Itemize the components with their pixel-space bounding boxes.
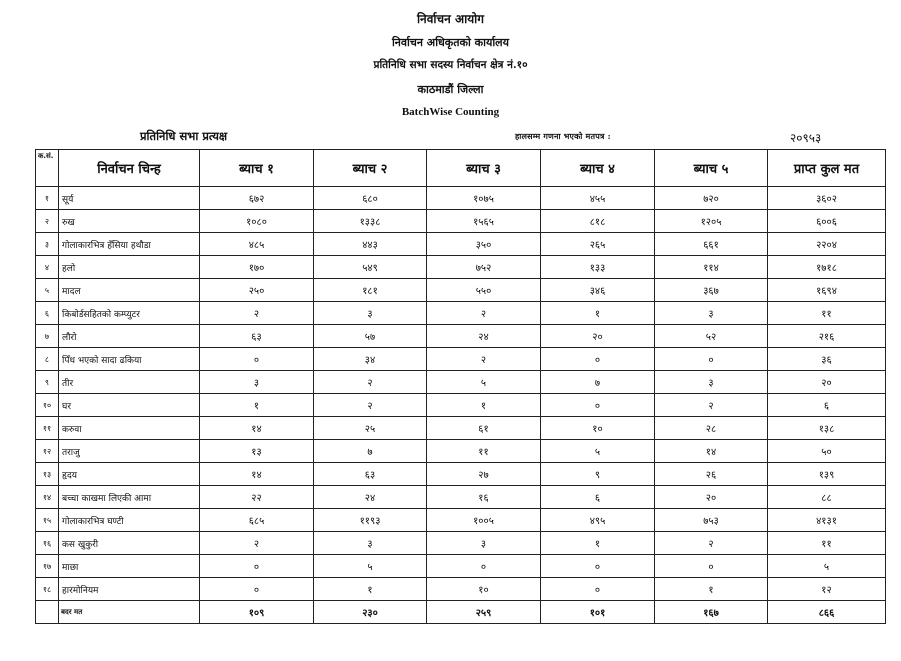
table-cell-symbol: हलो <box>59 256 200 279</box>
table-cell-total: १६९४ <box>768 279 886 302</box>
table-cell-symbol: गोलाकारभित्र घण्टी <box>59 509 200 532</box>
table-cell-sn: १८ <box>36 578 59 601</box>
table-cell-batch3: १००५ <box>427 509 541 532</box>
table-cell-symbol: कस खुकुरी <box>59 532 200 555</box>
table-row <box>36 486 886 509</box>
col-header-batch3: ब्याच ३ <box>427 150 541 187</box>
table-cell-total: ३६ <box>768 348 886 371</box>
col-header-batch2: ब्याच २ <box>314 150 427 187</box>
district-title: काठमाडौं जिल्ला <box>417 83 484 96</box>
invalid-votes-row <box>36 601 886 624</box>
table-cell-batch3: २७ <box>427 463 541 486</box>
table-cell-batch4: १ <box>541 532 655 555</box>
table-cell-batch4: ० <box>541 555 655 578</box>
table-cell-batch1: ३ <box>200 371 314 394</box>
table-cell-sn: ४ <box>36 256 59 279</box>
table-cell-batch2: ३४ <box>314 348 427 371</box>
table-cell-batch5: ३ <box>655 302 768 325</box>
commission-title: निर्वाचन आयोग <box>416 12 485 26</box>
table-cell-batch4: ३४६ <box>541 279 655 302</box>
table-cell-batch4: २० <box>541 325 655 348</box>
table-cell-batch1: ६७२ <box>200 187 314 210</box>
table-cell-batch1: ० <box>200 348 314 371</box>
table-cell-batch3: ५ <box>427 371 541 394</box>
table-cell-batch3: १६ <box>427 486 541 509</box>
table-cell-symbol: तीर <box>59 371 200 394</box>
table-cell-sn: १० <box>36 394 59 417</box>
table-cell-sn: १७ <box>36 555 59 578</box>
table-cell-sn: ५ <box>36 279 59 302</box>
table-cell-batch2: २४ <box>314 486 427 509</box>
table-cell-total: १३८ <box>768 417 886 440</box>
col-header-batch1: ब्याच १ <box>200 150 314 187</box>
table-cell-batch3: १५६५ <box>427 210 541 233</box>
table-cell-batch1: १ <box>200 394 314 417</box>
table-cell-sn: १२ <box>36 440 59 463</box>
table-cell-batch4: ० <box>541 578 655 601</box>
table-cell-sn: १६ <box>36 532 59 555</box>
table-cell-total: ६ <box>768 394 886 417</box>
table-cell-sn: १५ <box>36 509 59 532</box>
invalid-votes-label: बदर मत <box>59 601 200 624</box>
table-cell-batch5: २८ <box>655 417 768 440</box>
col-header-total: प्राप्त कुल मत <box>768 150 886 187</box>
table-cell-batch4: ६ <box>541 486 655 509</box>
vote-count-table <box>35 149 886 624</box>
table-cell-batch5: ५२ <box>655 325 768 348</box>
table-header-row <box>36 150 886 187</box>
table-cell-total: ११ <box>768 532 886 555</box>
table-cell-batch5: १४ <box>655 440 768 463</box>
table-cell-symbol: सूर्य <box>59 187 200 210</box>
table-cell-batch1: २ <box>200 302 314 325</box>
table-cell-sn: ६ <box>36 302 59 325</box>
table-cell-total: ८८ <box>768 486 886 509</box>
table-cell-total: ५ <box>768 555 886 578</box>
counted-ballots-value: २०९५३ <box>790 131 822 145</box>
table-cell-batch3: १० <box>427 578 541 601</box>
table-row <box>36 394 886 417</box>
invalid-batch4: १०१ <box>541 601 655 624</box>
table-cell-batch4: ५ <box>541 440 655 463</box>
table-cell-total: २० <box>768 371 886 394</box>
table-cell-batch2: ७ <box>314 440 427 463</box>
table-row <box>36 210 886 233</box>
table-cell-total: १७१८ <box>768 256 886 279</box>
table-cell-symbol: लौरो <box>59 325 200 348</box>
table-cell-batch5: २० <box>655 486 768 509</box>
table-row <box>36 509 886 532</box>
table-cell-batch4: ७ <box>541 371 655 394</box>
table-cell-symbol: तराजु <box>59 440 200 463</box>
table-cell-total: २१६ <box>768 325 886 348</box>
table-cell-total: २२०४ <box>768 233 886 256</box>
table-cell-batch2: २ <box>314 371 427 394</box>
table-cell-sn: ७ <box>36 325 59 348</box>
report-title: BatchWise Counting <box>401 106 500 118</box>
table-cell-batch1: १७० <box>200 256 314 279</box>
table-cell-symbol: गोलाकारभित्र हँसिया हथौडा <box>59 233 200 256</box>
table-cell-batch5: ७२० <box>655 187 768 210</box>
table-row <box>36 463 886 486</box>
table-cell-batch4: ० <box>541 348 655 371</box>
table-cell-symbol: हृदय <box>59 463 200 486</box>
table-row <box>36 532 886 555</box>
table-row <box>36 417 886 440</box>
col-header-batch4: ब्याच ४ <box>541 150 655 187</box>
table-cell-batch4: ४९५ <box>541 509 655 532</box>
invalid-total: ८६६ <box>768 601 886 624</box>
invalid-batch5: १६७ <box>655 601 768 624</box>
table-cell-symbol: माछा <box>59 555 200 578</box>
table-cell-total: ६००६ <box>768 210 886 233</box>
table-cell-batch3: ७५२ <box>427 256 541 279</box>
table-cell-total: ५० <box>768 440 886 463</box>
table-cell-batch4: ० <box>541 394 655 417</box>
table-cell-sn: १ <box>36 187 59 210</box>
col-header-batch5: ब्याच ५ <box>655 150 768 187</box>
table-cell-batch3: ० <box>427 555 541 578</box>
table-cell-batch3: ३५० <box>427 233 541 256</box>
table-cell-batch3: २ <box>427 348 541 371</box>
table-cell-batch5: ७५३ <box>655 509 768 532</box>
table-cell-sn: ९ <box>36 371 59 394</box>
table-cell-batch1: १४ <box>200 417 314 440</box>
table-cell-batch5: ३६७ <box>655 279 768 302</box>
table-cell-batch1: ४८५ <box>200 233 314 256</box>
table-cell-total: ४१३१ <box>768 509 886 532</box>
table-cell-batch4: १० <box>541 417 655 440</box>
table-cell-batch1: २५० <box>200 279 314 302</box>
table-cell-batch5: १ <box>655 578 768 601</box>
table-cell-batch4: ९ <box>541 463 655 486</box>
office-title: निर्वाचन अधिकृतको कार्यालय <box>391 36 510 49</box>
table-cell-sn: १४ <box>36 486 59 509</box>
table-row <box>36 187 886 210</box>
table-cell-batch1: २ <box>200 532 314 555</box>
table-cell-batch5: २ <box>655 394 768 417</box>
table-row <box>36 325 886 348</box>
table-cell-batch5: १२०५ <box>655 210 768 233</box>
col-header-sn: क.सं. <box>36 150 59 187</box>
table-row <box>36 555 886 578</box>
table-cell-sn: ३ <box>36 233 59 256</box>
table-cell-batch1: ० <box>200 578 314 601</box>
table-cell-sn: ११ <box>36 417 59 440</box>
table-cell-batch1: ६८५ <box>200 509 314 532</box>
table-row <box>36 233 886 256</box>
table-cell-batch3: ५५० <box>427 279 541 302</box>
table-cell-batch2: १३३८ <box>314 210 427 233</box>
table-cell-batch1: ६३ <box>200 325 314 348</box>
table-cell-batch2: ६८० <box>314 187 427 210</box>
table-cell-batch5: ६६१ <box>655 233 768 256</box>
table-cell-total: ११ <box>768 302 886 325</box>
table-cell-batch3: ११ <box>427 440 541 463</box>
table-cell-batch4: ४५५ <box>541 187 655 210</box>
table-cell-total: १३९ <box>768 463 886 486</box>
constituency-title: प्रतिनिधि सभा सदस्य निर्वाचन क्षेत्र नं.१० <box>373 59 528 71</box>
table-cell-batch2: ३ <box>314 532 427 555</box>
table-cell-batch5: ० <box>655 555 768 578</box>
table-cell-batch3: २ <box>427 302 541 325</box>
invalid-batch3: २५९ <box>427 601 541 624</box>
col-header-symbol: निर्वाचन चिन्ह <box>59 150 200 187</box>
table-cell-batch2: २ <box>314 394 427 417</box>
table-cell-batch3: १ <box>427 394 541 417</box>
table-cell-batch1: १०८० <box>200 210 314 233</box>
table-cell-batch1: २२ <box>200 486 314 509</box>
table-cell-symbol: हारमोनियम <box>59 578 200 601</box>
table-cell-batch4: २६५ <box>541 233 655 256</box>
table-cell-batch2: ५७ <box>314 325 427 348</box>
table-cell-batch3: ३ <box>427 532 541 555</box>
table-cell-batch5: २ <box>655 532 768 555</box>
table-cell-batch5: ११४ <box>655 256 768 279</box>
table-cell-batch5: ० <box>655 348 768 371</box>
table-cell-batch5: ३ <box>655 371 768 394</box>
table-cell-batch2: ५४९ <box>314 256 427 279</box>
table-cell-batch1: १४ <box>200 463 314 486</box>
table-cell-total: ३६०२ <box>768 187 886 210</box>
table-cell-sn: २ <box>36 210 59 233</box>
table-cell-batch2: ६३ <box>314 463 427 486</box>
table-cell-batch1: १३ <box>200 440 314 463</box>
table-cell-batch4: १३३ <box>541 256 655 279</box>
table-cell-symbol: घर <box>59 394 200 417</box>
table-cell-batch4: १ <box>541 302 655 325</box>
table-cell-batch3: १०७५ <box>427 187 541 210</box>
invalid-batch2: २३० <box>314 601 427 624</box>
table-row <box>36 302 886 325</box>
counted-ballots-label: हालसम्म गणना भएको मतपत्र : <box>515 131 611 141</box>
table-cell-symbol: मादल <box>59 279 200 302</box>
table-row <box>36 440 886 463</box>
table-cell-batch2: १८१ <box>314 279 427 302</box>
table-cell-symbol: पिँध भएको सादा ढकिया <box>59 348 200 371</box>
table-cell-symbol: बच्चा काखमा लिएकी आमा <box>59 486 200 509</box>
table-cell-batch2: ३ <box>314 302 427 325</box>
table-cell-sn: १३ <box>36 463 59 486</box>
table-cell-batch2: ४४३ <box>314 233 427 256</box>
table-cell-batch5: २६ <box>655 463 768 486</box>
election-type-label: प्रतिनिधि सभा प्रत्यक्ष <box>140 129 228 143</box>
table-cell-batch2: ५ <box>314 555 427 578</box>
table-cell-batch1: ० <box>200 555 314 578</box>
table-cell-batch3: ६१ <box>427 417 541 440</box>
table-cell-batch2: २५ <box>314 417 427 440</box>
table-cell-sn <box>36 601 59 624</box>
table-row <box>36 371 886 394</box>
table-row <box>36 578 886 601</box>
table-row <box>36 348 886 371</box>
table-cell-sn: ८ <box>36 348 59 371</box>
table-row <box>36 256 886 279</box>
table-cell-batch4: ८१८ <box>541 210 655 233</box>
table-cell-symbol: करुवा <box>59 417 200 440</box>
table-cell-symbol: किबोर्डसहितको कम्प्युटर <box>59 302 200 325</box>
table-cell-symbol: रुख <box>59 210 200 233</box>
table-cell-total: १२ <box>768 578 886 601</box>
invalid-batch1: १०९ <box>200 601 314 624</box>
table-cell-batch2: १ <box>314 578 427 601</box>
table-cell-batch2: ११९३ <box>314 509 427 532</box>
table-cell-batch3: २४ <box>427 325 541 348</box>
table-row <box>36 279 886 302</box>
